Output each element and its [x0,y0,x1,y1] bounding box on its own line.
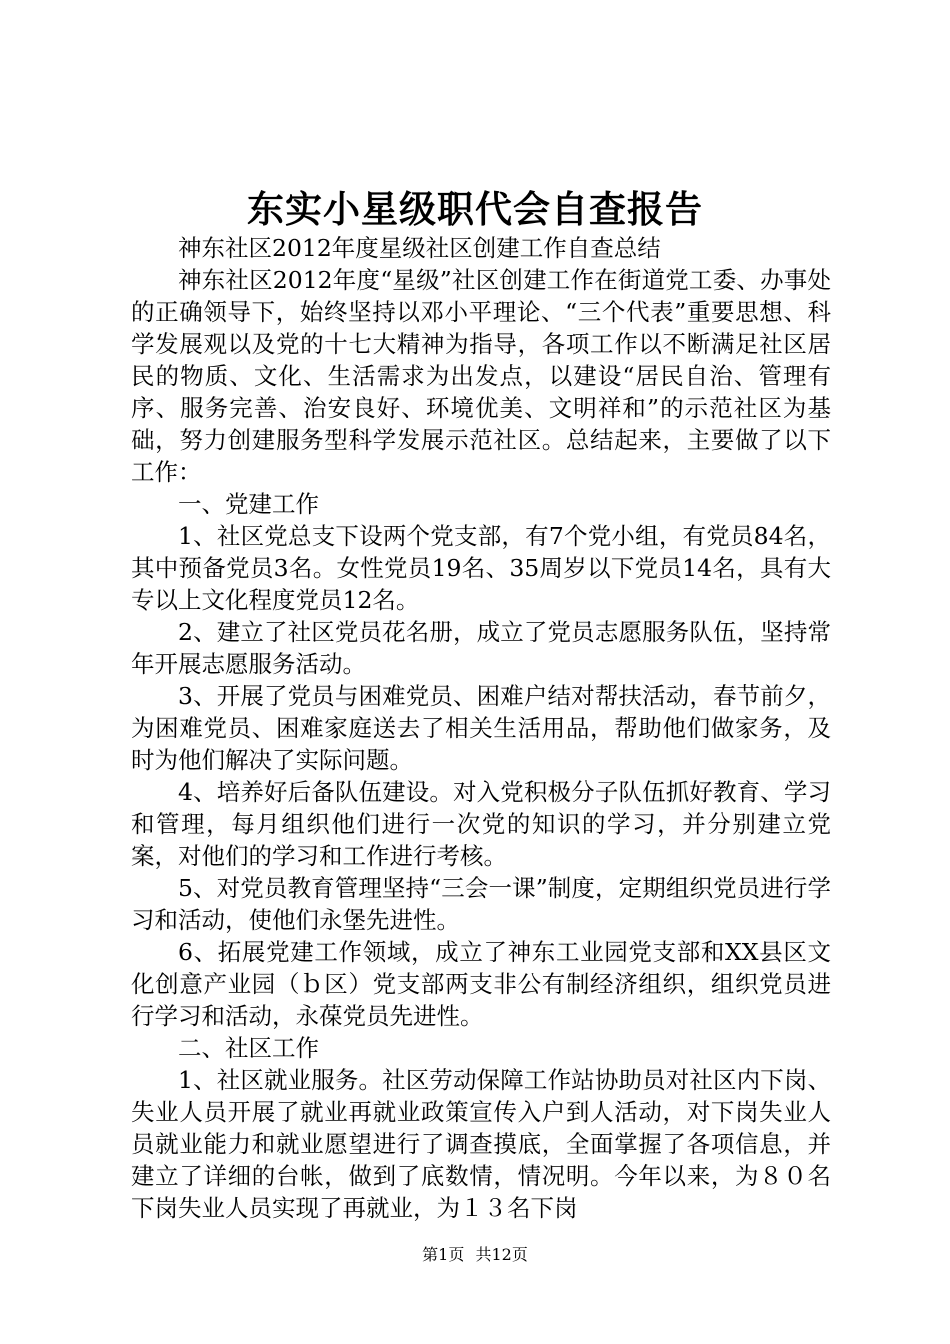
subtitle-paragraph: 神东社区2012年度星级社区创建工作自查总结 [178,234,661,262]
paragraph-item-2: 2、建立了社区党员花名册，成立了党员志愿服务队伍，坚持常年开展志愿服务活动。 [131,618,831,678]
section-heading-community-work: 二、社区工作 [178,1034,319,1062]
section-heading-party-building: 一、党建工作 [178,490,319,518]
paragraph-item-3: 3、开展了党员与困难党员、困难户结对帮扶活动，春节前夕，为困难党员、困难家庭送去了相关生活用品，帮助他们做家务，及时为他们解决了实际问题。 [131,682,831,774]
paragraph-item-4: 4、培养好后备队伍建设。对入党积极分子队伍抓好教育、学习和管理，每月组织他们进行一次党的知识的学习，并分别建立党案，对他们的学习和工作进行考核。 [131,778,831,870]
page-title: 东实小星级职代会自查报告 [247,187,703,231]
paragraph-item-5: 5、对党员教育管理坚持“三会一课”制度，定期组织党员进行学习和活动，使他们永堡先进性。 [131,874,831,934]
intro-paragraph: 神东社区2012年度“星级”社区创建工作在街道党工委、办事处的正确领导下，始终坚持以邓小平理论、“三个代表”重要思想、科学发展观以及党的十七大精神为指导，各项工作以不断满足社区居民的物质、文化、生活需求为出发点，以建设“居民自治、管理有序、服务完善、治安良好、环境优美、文明祥和”的示范社区为基础，努力创建服务型科学发展示范社区。总结起来，主要做了以下工作： [131,266,831,486]
page-footer [0,1244,950,1266]
paragraph-item-6: 6、拓展党建工作领域，成立了神东工业园党支部和XX县区文化创意产业园（ｂ区）党支部两支非公有制经济组织，组织党员进行学习和活动，永葆党员先进性。 [131,938,831,1030]
page-number: 第1页 [422,1245,465,1264]
paragraph-employment-service: 1、社区就业服务。社区劳动保障工作站协助员对社区内下岗、失业人员开展了就业再就业政策宣传入户到人活动，对下岗失业人员就业能力和就业愿望进行了调查摸底，全面掌握了各项信息，并建立了详细的台帐，做到了底数情，情况明。今年以来，为８０名下岗失业人员实现了再就业，为１３名下岗 [131,1066,831,1222]
document-body [131,232,831,1224]
paragraph-item-1: 1、社区党总支下设两个党支部，有7个党小组，有党员84名，其中预备党员3名。女性党员19名、35周岁以下党员14名，具有大专以上文化程度党员12名。 [131,522,831,614]
page-total: 共12页 [475,1245,528,1264]
